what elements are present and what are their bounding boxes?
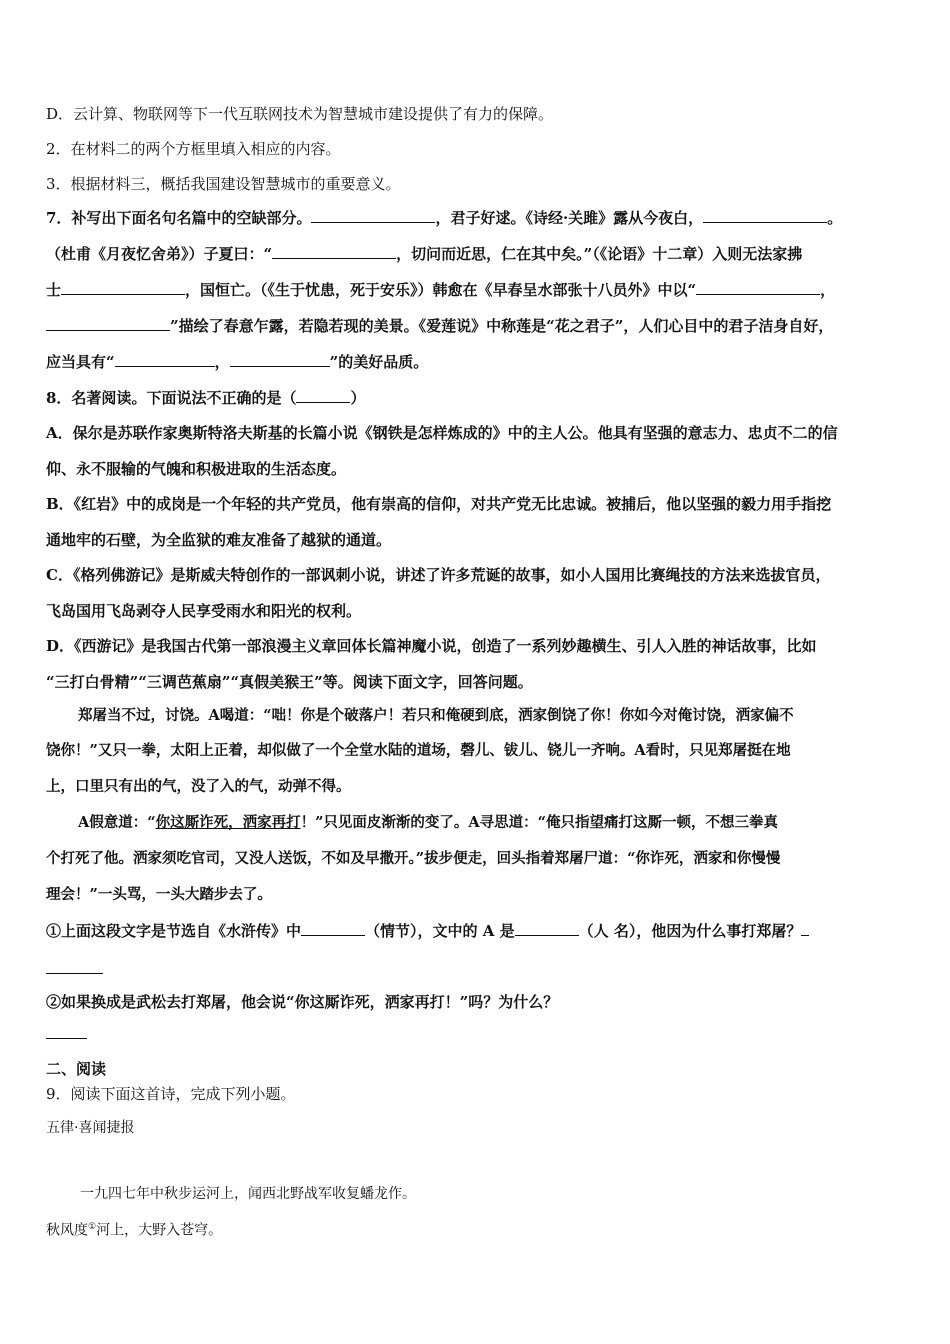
q7-line-5: 应当具有“ ， ”的美好品质。 bbox=[46, 353, 429, 371]
q8-option-b-line-1: B．《红岩》中的成岗是一个年轻的共产党员，他有崇高的信仰，对共产党无比忠诚。被捕后，他以坚强的毅力用手指挖 bbox=[46, 495, 832, 513]
subquestion-2-answer-blank[interactable] bbox=[46, 1024, 87, 1039]
q7-line-4: ”描绘了春意乍露，若隐若现的美景。《爱莲说》中称莲是“花之君子”，人们心目中的君子洁身自好， bbox=[46, 316, 908, 336]
q7-blank-4[interactable] bbox=[61, 280, 185, 295]
q8-option-a-line-1: A．保尔是苏联作家奥斯特洛夫斯基的长篇小说《钢铁是怎样炼成的》中的主人公。他具有坚强的意志力、忠贞不二的信 bbox=[46, 424, 838, 442]
q7-stem: 7．补写出下面名句名篇中的空缺部分。 bbox=[46, 209, 312, 227]
q7-blank-8[interactable] bbox=[230, 352, 330, 367]
q8-stem: 8．名著阅读。下面说法不正确的是（ ） bbox=[46, 389, 366, 407]
subquestion-2-answer-line bbox=[46, 1024, 908, 1044]
passage-p2-line-2: 个打死了他。洒家须吃官司，又没人送饭，不如及早撒开。”拔步便走，回头指着郑屠尸道：“你诈死，洒家和你慢慢 bbox=[46, 850, 781, 867]
subquestion-1-answer-blank[interactable] bbox=[46, 959, 103, 974]
q7-blank-2[interactable] bbox=[703, 208, 827, 223]
q7-blank-3[interactable] bbox=[272, 244, 396, 259]
q7-blank-5[interactable] bbox=[696, 280, 820, 295]
poem-preface: 一九四七年中秋步运河上，闻西北野战军收复蟠龙作。 bbox=[80, 1186, 416, 1202]
q7-blank-6[interactable] bbox=[46, 316, 170, 331]
q8-option-b-line-2: 通地牢的石壁，为全监狱的难友准备了越狱的通道。 bbox=[46, 531, 392, 549]
q6-option-d: D．云计算、物联网等下一代互联网技术为智慧城市建设提供了有力的保障。 bbox=[46, 105, 554, 123]
q7-line-2: （杜甫《月夜忆舍弟》）子夏曰：“ ，切问而近思，仁在其中矣。”（《论语》十二章）入则无法家拂 bbox=[46, 245, 803, 263]
passage-p2-line-3: 理会！”一头骂，一头大踏步去了。 bbox=[46, 886, 272, 903]
q8-answer-blank[interactable] bbox=[296, 388, 350, 403]
section-heading: 二、阅读 bbox=[46, 1060, 107, 1078]
subquestion-1-blank-plot[interactable] bbox=[301, 921, 365, 936]
subquestion-1: ①上面这段文字是节选自《水浒传》中 （情节），文中的 A 是 （人 名），他因为什么事打郑屠？ bbox=[46, 921, 908, 941]
q7-blank-7[interactable] bbox=[115, 352, 215, 367]
footnote-marker: ① bbox=[88, 1222, 97, 1232]
poem-line-1: 秋风度①河上，大野入苍穹。 bbox=[46, 1222, 223, 1239]
q6-subquestion-3: 3．根据材料三，概括我国建设智慧城市的重要意义。 bbox=[46, 175, 401, 193]
q8-option-c-line-2: 飞岛国用飞岛剥夺人民享受雨水和阳光的权利。 bbox=[46, 602, 362, 620]
q8-option-d-line-2: “三打白骨精”“三调芭蕉扇”“真假美猴王”等。阅读下面文字，回答问题。 bbox=[46, 673, 533, 691]
passage-p1-line-2: 饶你！”又只一拳，太阳上正着，却似做了一个全堂水陆的道场，磬儿、钹儿、铙儿一齐响。A看时，只见郑屠挺在地 bbox=[46, 742, 791, 759]
subquestion-1-answer-line bbox=[46, 959, 908, 979]
subquestion-1-blank-name[interactable] bbox=[515, 921, 579, 936]
q7-line-3: 士 ，国恒亡。（《生于忧患，死于安乐》）韩愈在《早春呈水部张十八员外》中以“ ， bbox=[46, 281, 836, 299]
q9-stem: 9．阅读下面这首诗，完成下列小题。 bbox=[46, 1085, 296, 1103]
poem-title: 五律·喜闻捷报 bbox=[46, 1120, 135, 1136]
q6-subquestion-2: 2．在材料二的两个方框里填入相应的内容。 bbox=[46, 140, 341, 158]
q8-option-a-line-2: 仰、永不服输的气魄和积极进取的生活态度。 bbox=[46, 460, 347, 478]
q7-line-1: 7．补写出下面名句名篇中的空缺部分。 ，君子好逑。《诗经·关雎》露从今夜白， 。 bbox=[46, 209, 843, 227]
q7-blank-1[interactable] bbox=[311, 208, 435, 223]
passage-p1-line-1: 郑屠当不过，讨饶。A喝道：“咄！你是个破落户！若只和俺硬到底，洒家倒饶了你！你如今对俺讨饶，洒家偏不 bbox=[78, 707, 794, 724]
subquestion-1-blank-reason-start[interactable] bbox=[801, 921, 809, 936]
underlined-quote: 你这厮诈死，洒家再打 bbox=[155, 814, 301, 831]
q8-option-d-line-1: D．《西游记》是我国古代第一部浪漫主义章回体长篇神魔小说，创造了一系列妙趣横生、引人入胜的神话故事，比如 bbox=[46, 637, 817, 655]
passage-p1-line-3: 上，口里只有出的气，没了入的气，动弹不得。 bbox=[46, 778, 351, 795]
subquestion-2: ②如果换成是武松去打郑屠，他会说“你这厮诈死，洒家再打！”吗？为什么？ bbox=[46, 993, 559, 1011]
passage-p2-line-1: A假意道：“你这厮诈死，洒家再打！”只见面皮渐渐的变了。A寻思道：“俺只指望痛打这厮一顿，不想三拳真 bbox=[78, 814, 779, 831]
q8-option-c-line-1: C．《格列佛游记》是斯威夫特创作的一部讽刺小说，讲述了许多荒诞的故事，如小人国用比赛绳技的方法来选拔官员， bbox=[46, 566, 831, 584]
